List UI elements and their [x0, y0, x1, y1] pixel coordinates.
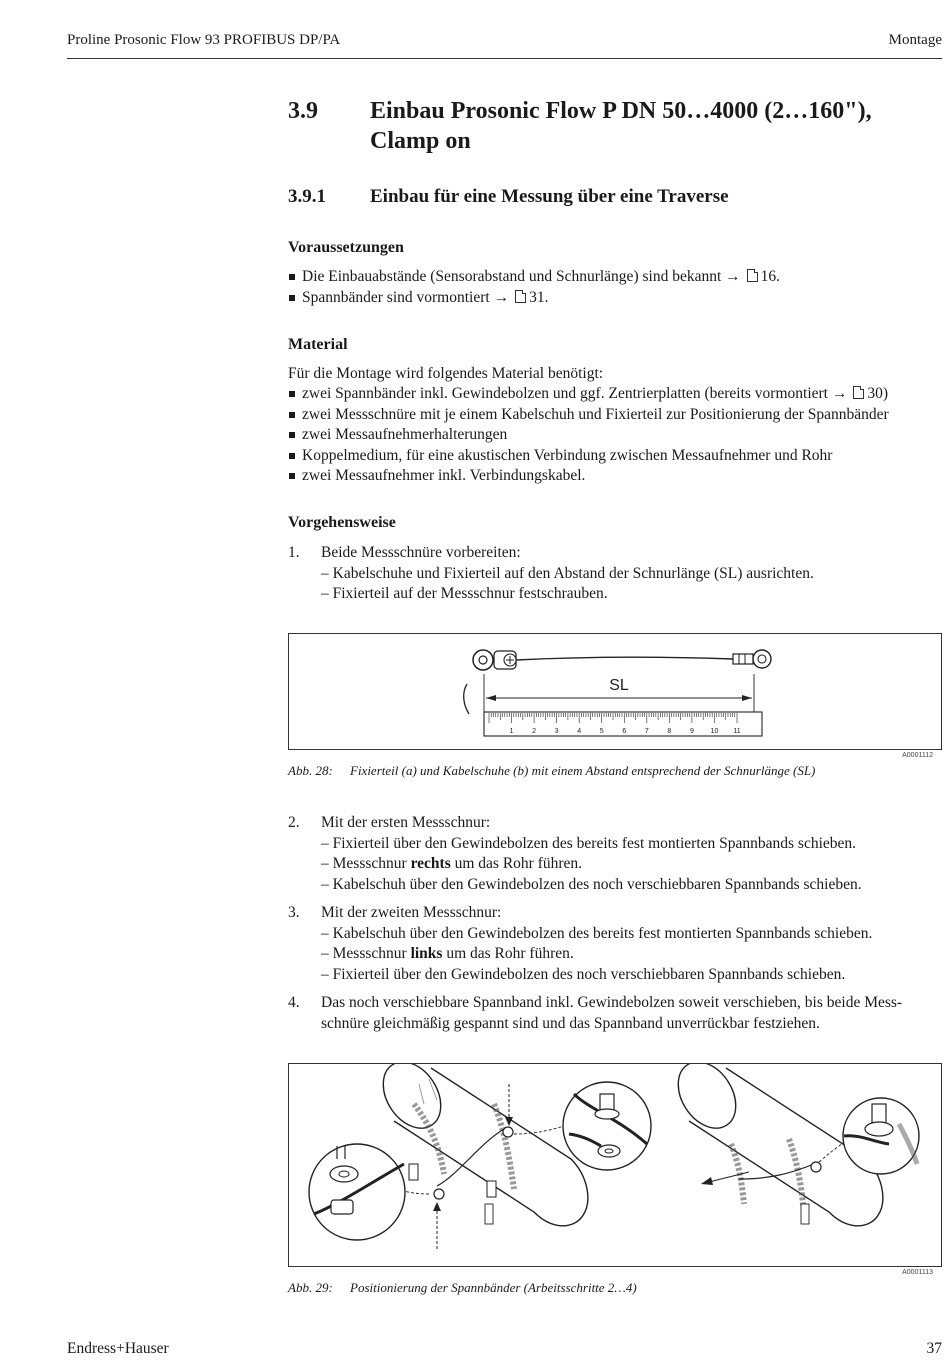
list-item: Die Einbauabstände (Sensorabstand und Schnurlänge) sind bekannt → 16.	[288, 267, 780, 288]
voraussetzungen-heading: Voraussetzungen	[288, 239, 404, 256]
subsection-heading	[288, 186, 888, 212]
voraussetzungen-list	[288, 267, 780, 308]
running-header-title: Proline Prosonic Flow 93 PROFIBUS DP/PA	[67, 32, 341, 48]
ruler-number: 10	[710, 728, 719, 735]
step-text: Mit der ersten Messschnur:	[321, 814, 491, 831]
arrow-right-icon	[742, 695, 752, 701]
step-subitem: – Kabelschuh über den Gewindebolzen des bereits fest montierten Spannbands schieben.	[321, 924, 873, 942]
sl-label: SL	[609, 677, 629, 694]
step-1	[288, 543, 938, 605]
header-rule	[67, 58, 942, 59]
step-4	[288, 993, 938, 1034]
page-reference[interactable]: 31.	[529, 288, 549, 306]
arrow-direction-icon	[701, 1177, 713, 1185]
step-text-line: Das noch verschiebbare Spannband inkl. Gewindebolzen soweit verschieben, bis beide Mess-	[321, 994, 903, 1011]
arrow-left-icon	[486, 695, 496, 701]
figure-id: A0001112	[902, 752, 933, 759]
step-text-line: schnüre gleichmäßig gespannt sind und das Spannband unverrückbar festziehen.	[321, 1014, 820, 1032]
subsection-number: 3.9.1	[288, 186, 326, 207]
step-text: Beide Messschnüre vorbereiten:	[321, 544, 521, 561]
step-number: 1.	[288, 544, 300, 561]
step-number: 3.	[288, 904, 300, 921]
step-subitem: – Messschnur rechts um das Rohr führen.	[321, 855, 583, 872]
detail-fixing-part-right	[843, 1098, 919, 1174]
step-subitem: – Fixierteil über den Gewindebolzen des noch verschiebbaren Spannbands schieben.	[321, 965, 846, 983]
ruler-number: 2	[532, 728, 537, 735]
ruler-number: 5	[599, 728, 604, 735]
list-item: zwei Messschnüre mit je einem Kabelschuh und Fixierteil zur Positionierung der Spannbänder	[288, 405, 889, 426]
step-subitem: – Kabelschuhe und Fixierteil auf den Abstand der Schnurlänge (SL) ausrichten.	[321, 564, 814, 582]
section-title: Einbau Prosonic Flow P DN 50…4000 (2…160"), Clamp on	[370, 98, 872, 154]
measuring-cord-illustration	[289, 634, 941, 749]
detail-threaded-bolt	[563, 1082, 651, 1170]
emphasis: rechts	[410, 855, 451, 872]
pipe-left	[371, 1064, 587, 1249]
measuring-cord	[516, 657, 733, 660]
material-heading: Material	[288, 336, 348, 353]
ruler-number: 4	[577, 728, 582, 735]
material-list	[288, 384, 889, 487]
ruler-number: 6	[622, 728, 627, 735]
list-item: Koppelmedium, für eine akustischen Verbindung zwischen Messaufnehmer und Rohr	[288, 446, 889, 467]
ruler-number: 7	[644, 728, 649, 735]
page-number: 37	[926, 1340, 942, 1357]
step-number: 4.	[288, 994, 300, 1011]
caption-label: Abb. 29:	[288, 1280, 333, 1295]
step-2	[288, 813, 938, 895]
figure-29	[288, 1063, 942, 1276]
ruler-number: 3	[554, 728, 559, 735]
vorgehensweise-heading: Vorgehensweise	[288, 514, 396, 531]
detail-cable-lug-left	[309, 1144, 405, 1240]
cable-lug-icon	[733, 650, 771, 668]
ruler-number: 9	[689, 728, 694, 735]
caption-text: Fixierteil (a) und Kabelschuhe (b) mit einem Abstand entsprechend der Schnurlänge (SL)	[350, 763, 816, 778]
step-subitem: – Fixierteil auf der Messschnur festschrauben.	[321, 585, 608, 602]
page-reference-icon	[515, 290, 526, 303]
step-text: Mit der zweiten Messschnur:	[321, 904, 502, 921]
running-header-section: Montage	[888, 32, 942, 48]
list-item: Spannbänder sind vormontiert → 31.	[288, 288, 780, 309]
step-number: 2.	[288, 814, 300, 831]
figure-id: A0001113	[902, 1269, 933, 1276]
step-subitem: – Fixierteil über den Gewindebolzen des bereits fest montierten Spannbands schieben.	[321, 834, 857, 852]
step-subitem: – Messschnur links um das Rohr führen.	[321, 945, 574, 962]
step-subitem: – Kabelschuh über den Gewindebolzen des noch verschiebbaren Spannbands schieben.	[321, 875, 862, 893]
emphasis: links	[410, 945, 443, 962]
list-item: zwei Messaufnehmer inkl. Verbindungskabel.	[288, 466, 889, 487]
page-reference[interactable]: 30)	[867, 385, 889, 402]
caption-label: Abb. 28:	[288, 763, 333, 778]
ruler-number: 8	[667, 728, 672, 735]
subsection-title: Einbau für eine Messung über eine Traverse	[370, 186, 729, 207]
page-reference-icon	[747, 269, 758, 282]
page-reference[interactable]: 16.	[760, 268, 781, 285]
clamp-positioning-illustration	[289, 1064, 941, 1266]
ruler-number: 1	[509, 728, 514, 735]
fixing-part-icon	[464, 650, 516, 714]
ruler	[484, 712, 762, 736]
list-item: zwei Spannbänder inkl. Gewindebolzen und ggf. Zentrierplatten (bereits vormontiert → 30)	[288, 384, 889, 405]
caption-text: Positionierung der Spannbänder (Arbeitsschritte 2…4)	[350, 1280, 637, 1295]
footer-brand: Endress+Hauser	[67, 1340, 169, 1357]
ruler-number: 11	[733, 728, 741, 735]
material-intro: Für die Montage wird folgendes Material benötigt:	[288, 365, 604, 382]
list-item: zwei Messaufnehmerhalterungen	[288, 425, 889, 446]
figure-28	[288, 633, 942, 759]
step-3	[288, 903, 938, 985]
section-number: 3.9	[288, 98, 318, 124]
page-reference-icon	[853, 386, 864, 399]
section-heading	[288, 96, 948, 156]
